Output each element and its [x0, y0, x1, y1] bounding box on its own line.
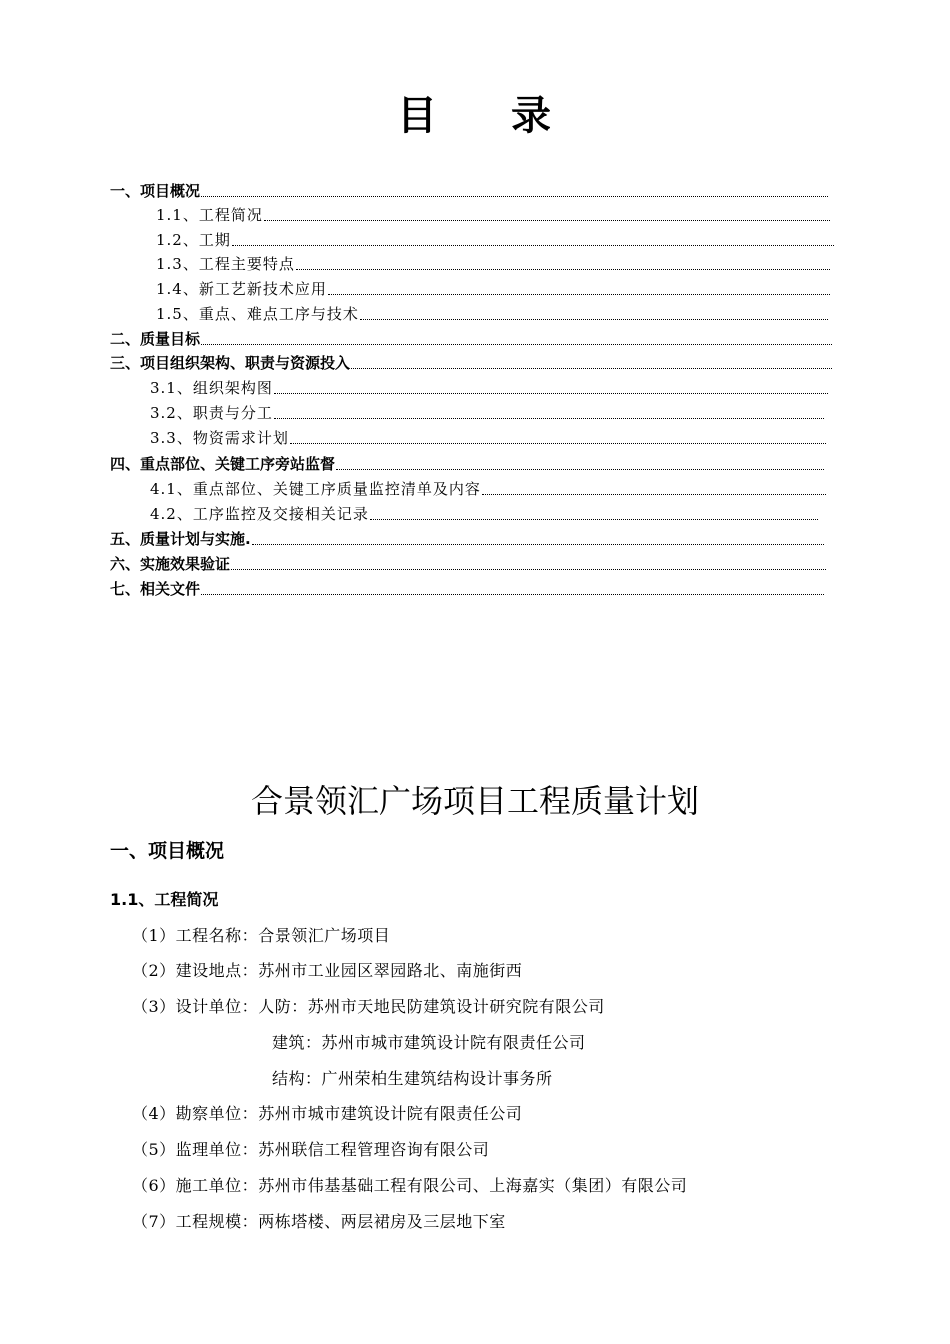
toc-leader [231, 568, 826, 570]
info-item-continuation: 结构：广州荣柏生建筑结构设计事务所 [272, 1069, 553, 1088]
toc-entry-label: 二、质量目标 [110, 330, 201, 348]
toc-leader [274, 392, 828, 394]
toc-entry-label: 四、重点部位、关键工序旁站监督 [110, 455, 336, 473]
info-value: 苏州市工业园区翠园路北、南施街西 [258, 961, 523, 980]
toc-entry-label: 六、实施效果验证 [110, 555, 231, 573]
toc-entry-label: 1.4、新工艺新技术应用 [156, 280, 327, 298]
toc-entry-label: 三、项目组织架构、职责与资源投入 [110, 354, 351, 372]
toc-entry-label: 3.2、职责与分工 [150, 404, 273, 422]
toc-entry[interactable] [156, 253, 830, 275]
info-key: （2）建设地点： [132, 961, 259, 980]
subsection-heading: 1.1、工程简况 [110, 890, 219, 909]
toc-entry[interactable] [156, 229, 834, 251]
toc-leader [336, 468, 824, 470]
toc-entry[interactable] [150, 478, 826, 500]
info-value: 苏州市伟基基础工程有限公司、上海嘉实（集团）有限公司 [258, 1176, 688, 1195]
info-value: 合景领汇广场项目 [258, 926, 391, 945]
toc-entry[interactable] [110, 328, 832, 350]
toc-entry[interactable] [156, 303, 828, 325]
toc-entry-label: 3.1、组织架构图 [150, 379, 273, 397]
info-item [132, 1100, 522, 1128]
info-value: 苏州市城市建筑设计院有限责任公司 [258, 1104, 523, 1123]
toc-entry-label: 1.5、重点、难点工序与技术 [156, 305, 359, 323]
toc-leader [264, 219, 830, 221]
toc-entry-label: 1.3、工程主要特点 [156, 255, 295, 273]
info-item [132, 1208, 506, 1236]
toc-leader [201, 593, 824, 595]
toc-leader [328, 293, 830, 295]
toc-leader [360, 318, 828, 320]
info-key: （5）监理单位： [132, 1140, 259, 1159]
toc-title: 目 录 [397, 93, 581, 139]
info-key: （3）设计单位： [132, 997, 259, 1016]
section-heading: 一、项目概况 [110, 840, 225, 862]
info-value: 人防：苏州市天地民防建筑设计研究院有限公司 [258, 997, 605, 1016]
toc-leader [274, 417, 824, 419]
info-item [132, 1136, 489, 1164]
info-key: （7）工程规模： [132, 1212, 259, 1231]
info-item [132, 922, 390, 950]
toc-entry-label: 3.3、物资需求计划 [150, 429, 289, 447]
toc-entry[interactable] [150, 427, 826, 449]
info-item-continuation: 建筑：苏州市城市建筑设计院有限责任公司 [272, 1033, 586, 1052]
toc-entry[interactable] [110, 352, 832, 374]
toc-entry[interactable] [110, 528, 824, 550]
toc-entry[interactable] [156, 204, 830, 226]
toc-leader [296, 268, 830, 270]
info-value: 两栋塔楼、两层裙房及三层地下室 [258, 1212, 506, 1231]
toc-leader [201, 343, 832, 345]
toc-leader [351, 367, 832, 369]
toc-entry[interactable] [156, 278, 830, 300]
document-title: 合景领汇广场项目工程质量计划 [250, 782, 699, 820]
toc-leader [201, 195, 828, 197]
toc-entry-label: 4.2、工序监控及交接相关记录 [150, 505, 369, 523]
info-value: 苏州联信工程管理咨询有限公司 [258, 1140, 490, 1159]
info-key: （4）勘察单位： [132, 1104, 259, 1123]
toc-entry[interactable] [110, 453, 824, 475]
toc-entry-label: 五、质量计划与实施. [110, 530, 251, 548]
toc-entry[interactable] [110, 180, 828, 202]
info-key: （6）施工单位： [132, 1176, 259, 1195]
info-item [132, 993, 605, 1021]
toc-entry[interactable] [150, 402, 824, 424]
info-key: （1）工程名称： [132, 926, 259, 945]
toc-leader [290, 442, 826, 444]
toc-entry[interactable] [150, 503, 818, 525]
toc-entry-label: 1.1、工程简况 [156, 206, 263, 224]
toc-entry-label: 1.2、工期 [156, 231, 231, 249]
toc-entry[interactable] [110, 553, 826, 575]
toc-entry-label: 4.1、重点部位、关键工序质量监控清单及内容 [150, 480, 481, 498]
toc-leader [370, 518, 818, 520]
toc-leader [252, 543, 824, 545]
toc-leader [482, 493, 826, 495]
info-item [132, 957, 522, 985]
info-item [132, 1172, 687, 1200]
toc-entry[interactable] [150, 377, 828, 399]
toc-leader [232, 244, 834, 246]
toc-entry[interactable] [110, 578, 824, 600]
toc-entry-label: 一、项目概况 [110, 182, 201, 200]
toc-entry-label: 七、相关文件 [110, 580, 201, 598]
